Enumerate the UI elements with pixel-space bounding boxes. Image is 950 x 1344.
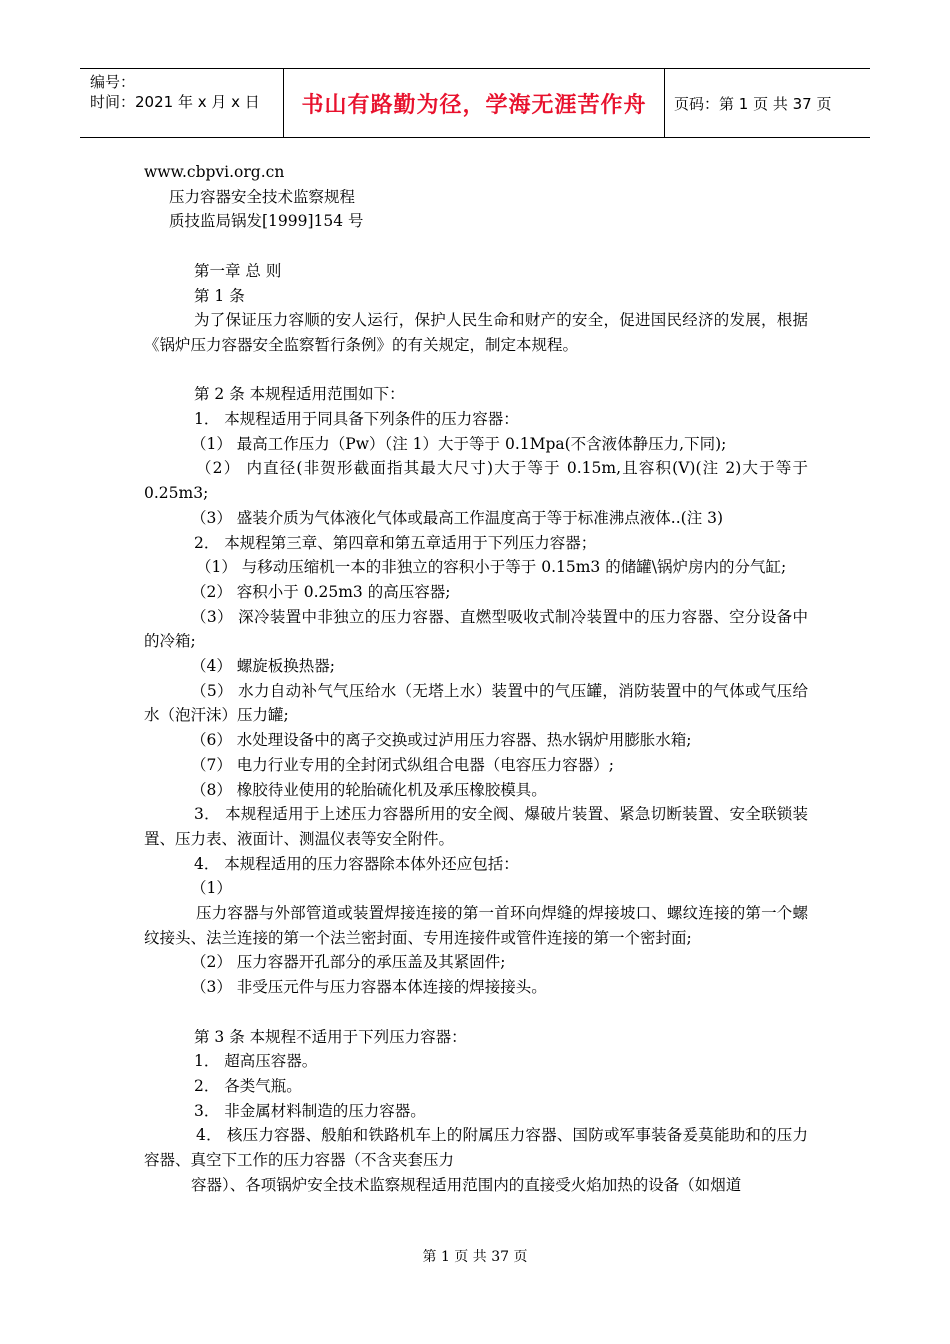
article-2-item-2-6: （6） 水处理设备中的离子交换或过泸用压力容器、热水锅炉用膨胀水箱;: [191, 731, 692, 750]
article-2-item-4-1-label: （1）: [191, 879, 232, 898]
motto-text: 书山有路勤为径，学海无涯苦作舟: [301, 92, 647, 118]
page-footer: 第 1 页 共 37 页: [422, 1249, 528, 1265]
article-3-item-3: 3． 非金属材料制造的压力容器。: [194, 1101, 426, 1120]
chapter-heading: 第一章 总 则: [194, 261, 282, 280]
article-2-item-2-4: （4） 螺旋板换热器;: [191, 657, 336, 676]
article-1-title: 第 1 条: [194, 286, 245, 305]
article-2-item-2-5: （5） 水力自动补气气压给水（无塔上水）装置中的气压罐，消防装置中的气体或气压给水（泡汗沫）压力罐;: [144, 681, 808, 725]
article-3-item-4-continued: 容器）、各项锅炉安全技术监察规程适用范围内的直接受火焰加热的设备（如烟道: [191, 1175, 742, 1194]
header-page-info: 页码：第 1 页 共 37 页: [674, 94, 832, 113]
article-2-item-2-8: （8） 橡胶待业使用的轮胎硫化机及承压橡胶模具。: [191, 780, 547, 799]
article-2-item-2: 2． 本规程第三章、第四章和第五章适用于下列压力容器；: [194, 533, 597, 552]
article-2-item-2-1: （1） 与移动压缩机一本的非独立的容积小于等于 0.15m3 的储罐\锅炉房内的分气缸;: [196, 558, 787, 577]
header-motto-cell: [283, 69, 665, 137]
document-body: [144, 160, 808, 1197]
website-url: www.cbpvi.org.cn: [144, 163, 285, 181]
article-2-item-3: 3． 本规程适用于上述压力容器所用的安全阀、爆破片装置、紧急切断装置、安全联锁装置、压力表、液面计、测温仪表等安全附件。: [144, 805, 808, 848]
article-3-item-2: 2． 各类气瓶。: [194, 1076, 302, 1095]
article-2-item-2-7: （7） 电力行业专用的全封闭式纵组合电器（电容压力容器）;: [191, 755, 615, 774]
article-1-text: 为了保证压力容顺的安人运行，保护人民生命和财产的安全，促进国民经济的发展，根据《锅炉压力容器安全监察暂行条例》的有关规定，制定本规程。: [144, 311, 808, 354]
article-2-item-4: 4． 本规程适用的压力容器除本体外还应包括：: [194, 854, 519, 873]
document-number: 质技监局锅发[1999]154 号: [169, 212, 364, 231]
page-header: [80, 68, 870, 138]
header-meta: [80, 69, 283, 137]
article-3-item-4: 4． 核压力容器、般舶和铁路机车上的附属压力容器、国防或军事装备爰莫能助和的压力容器、真空下工作的压力容器（不含夹套压力: [144, 1126, 808, 1170]
article-2-item-2-2: （2） 容积小于 0.25m3 的高压容器;: [191, 582, 451, 601]
article-2-item-4-3: （3） 非受压元件与压力容器本体连接的焊接接头。: [191, 978, 547, 997]
number-label: 编号：: [90, 73, 136, 91]
article-2-item-4-1-text: 压力容器与外部管道或装置焊接连接的第一首环向焊缝的焊接坡口、螺纹连接的第一个螺纹接头、法兰连接的第一个法兰密封面、专用连接件或管件连接的第一个密封面;: [144, 904, 808, 947]
article-2-title: 第 2 条 本规程适用范围如下：: [194, 385, 405, 404]
article-3-title: 第 3 条 本规程不适用于下列压力容器：: [194, 1027, 467, 1046]
article-2-item-1-1: （1） 最高工作压力（Pw）（注 1）大于等于 0.1Mpa(不含液体静压力,下同);: [191, 434, 727, 453]
document-title: 压力容器安全技术监察规程: [169, 187, 356, 206]
article-2-item-1-2: （2） 内直径(非贺形截面指其最大尺寸)大于等于 0.15m,且容积(V)(注 2)大于等于 0.25m3;: [144, 459, 808, 503]
article-2-item-4-2: （2） 压力容器开孔部分的承压盖及其紧固件;: [191, 953, 506, 972]
article-2-item-1: 1． 本规程适用于同具备下列条件的压力容器：: [194, 410, 519, 428]
article-3-item-1: 1． 超高压容器。: [194, 1052, 318, 1071]
time-label: 时间：2021 年 x 月 x 日: [90, 93, 260, 111]
article-2-item-2-3: （3） 深冷装置中非独立的压力容器、直燃型吸收式制冷装置中的压力容器、空分设备中的冷箱;: [144, 607, 808, 651]
article-2-item-1-3: （3） 盛装介质为气体液化气体或最高工作温度高于等于标准沸点液体..(注 3): [191, 508, 724, 527]
